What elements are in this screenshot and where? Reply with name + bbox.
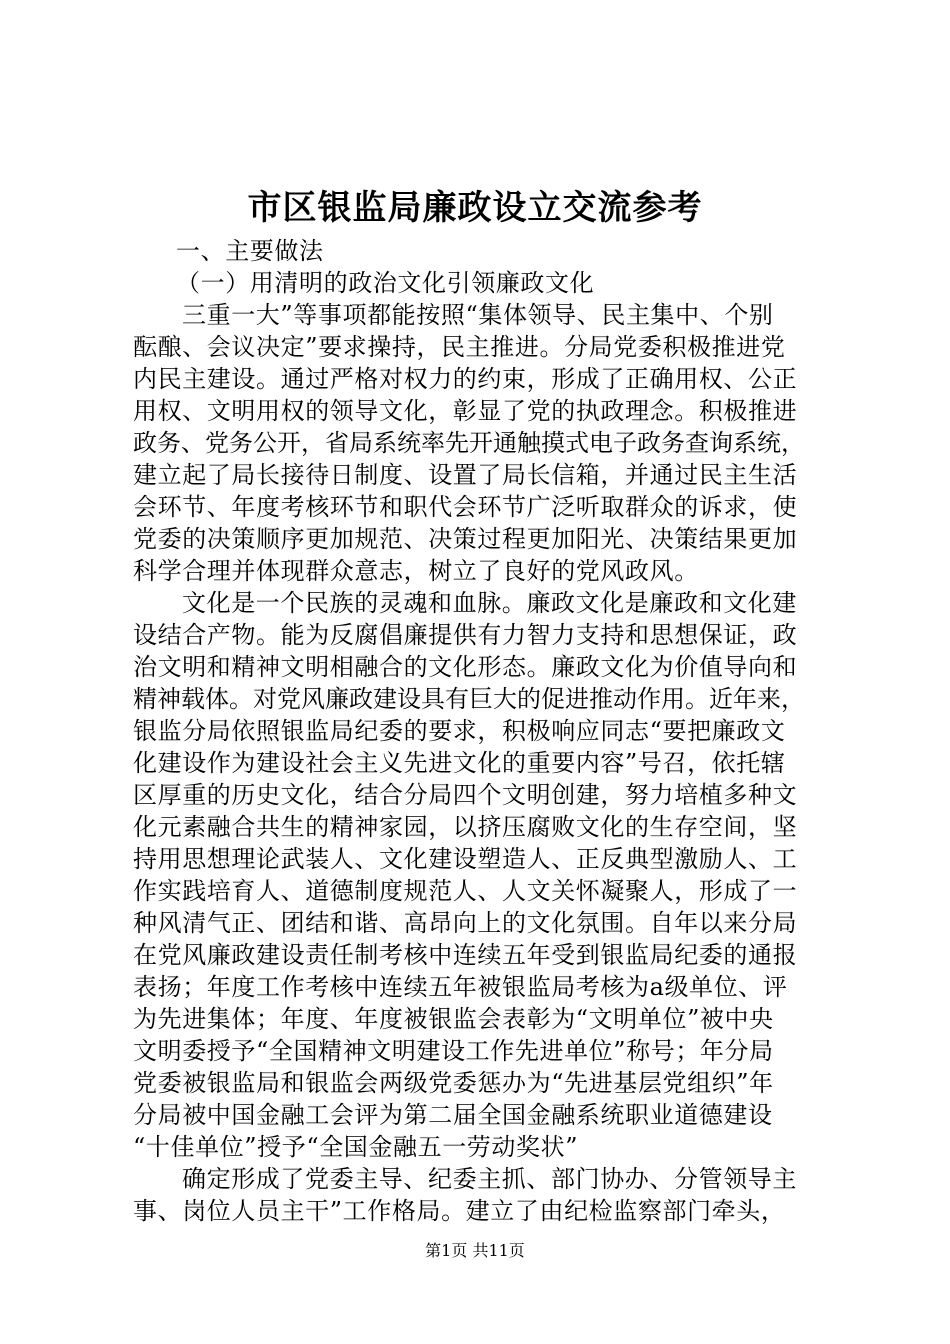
paragraph-line: 表扬；年度工作考核中连续五年被银监局考核为a级单位、评 [133,973,788,1001]
paragraph-line: 科学合理并体现群众意志，树立了良好的党风政风。 [133,557,699,585]
paragraph-line: 治文明和精神文明相融合的文化形态。廉政文化为价值导向和 [133,653,798,681]
paragraph-line: 内民主建设。通过严格对权力的约束，形成了正确用权、公正 [133,365,798,393]
paragraph-line: 持用思想理论武装人、文化建设塑造人、正反典型激励人、工 [133,845,798,873]
paragraph-line: 文明委授予“全国精神文明建设工作先进单位”称号；年分局 [133,1037,774,1065]
paragraph-line: 化建设作为建设社会主义先进文化的重要内容”号召，依托辖 [133,749,786,777]
paragraph-line: 事、岗位人员主干”工作格局。建立了由纪检监察部门牵头， [133,1197,786,1225]
paragraph-line: 在党风廉政建设责任制考核中连续五年受到银监局纪委的通报 [133,941,798,969]
paragraph-line: 为先进集体；年度、年度被银监会表彰为“文明单位”被中央 [133,1005,774,1033]
paragraph-line: 确定形成了党委主导、纪委主抓、部门协办、分管领导主 [182,1165,797,1193]
paragraph-line: “十佳单位”授予“全国金融五一劳动奖状” [133,1133,579,1161]
paragraph-line: 化元素融合共生的精神家园，以挤压腐败文化的生存空间，坚 [133,813,798,841]
paragraph-line: 党委的决策顺序更加规范、决策过程更加阳光、决策结果更加 [133,525,798,553]
page-footer: 第1页 共11页 [425,1241,525,1260]
heading-main-practices: 一、主要做法 [176,237,324,265]
paragraph-line: 种风清气正、团结和谐、高昂向上的文化氛围。自年以来分局 [133,909,798,937]
document-title: 市区银监局廉政设立交流参考 [247,188,703,228]
paragraph-line: 精神载体。对党风廉政建设具有巨大的促进推动作用。近年来， [133,685,805,713]
paragraph-line: 用权、文明用权的领导文化，彰显了党的执政理念。积极推进 [133,397,798,425]
subheading-political-culture: （一）用清明的政治文化引领廉政文化 [176,269,595,297]
paragraph-line: 文化是一个民族的灵魂和血脉。廉政文化是廉政和文化建 [182,589,797,617]
paragraph-line: 三重一大”等事项都能按照“集体领导、民主集中、个别 [182,301,774,329]
paragraph-line: 区厚重的历史文化，结合分局四个文明创建，努力培植多种文 [133,781,798,809]
paragraph-line: 政务、党务公开，省局系统率先开通触摸式电子政务查询系统， [133,429,805,457]
paragraph-line: 银监分局依照银监局纪委的要求，积极响应同志“要把廉政文 [133,717,786,745]
paragraph-line: 设结合产物。能为反腐倡廉提供有力智力支持和思想保证，政 [133,621,798,649]
paragraph-line: 酝酿、会议决定”要求操持，民主推进。分局党委积极推进党 [133,333,786,361]
paragraph-line: 建立起了局长接待日制度、设置了局长信箱，并通过民主生活 [133,461,798,489]
paragraph-line: 分局被中国金融工会评为第二届全国金融系统职业道德建设 [133,1101,773,1129]
paragraph-line: 会环节、年度考核环节和职代会环节广泛听取群众的诉求，使 [133,493,798,521]
paragraph-line: 党委被银监局和银监会两级党委惩办为“先进基层党组织”年 [133,1069,774,1097]
paragraph-line: 作实践培育人、道德制度规范人、人文关怀凝聚人，形成了一 [133,877,798,905]
